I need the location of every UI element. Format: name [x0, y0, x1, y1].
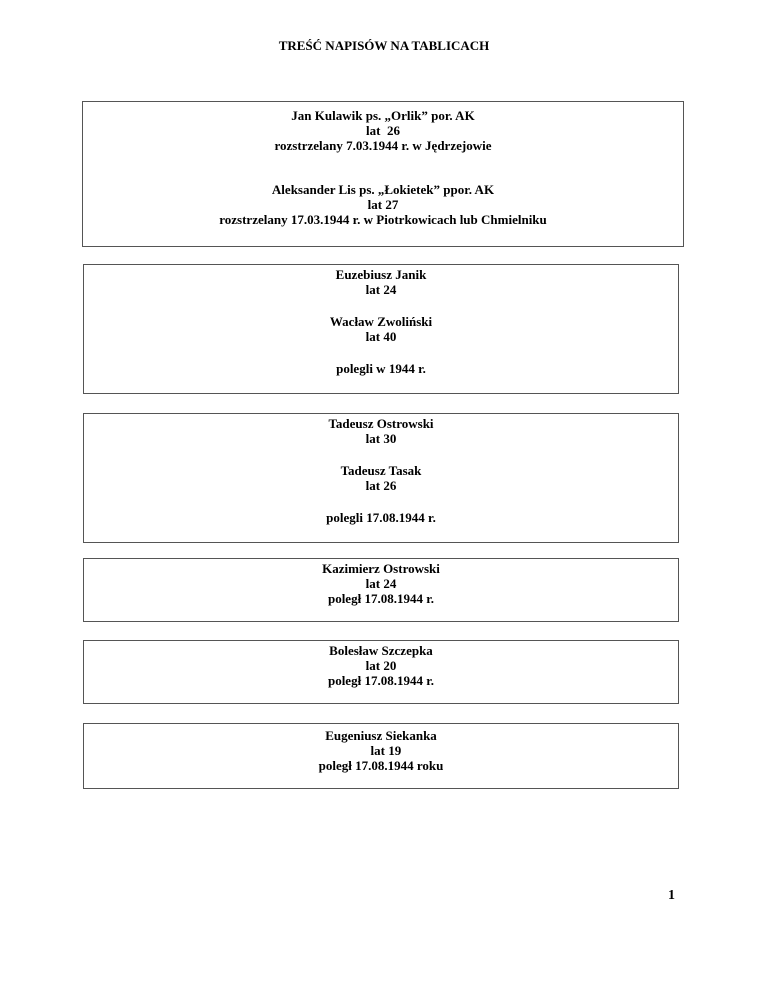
plaque-line: Aleksander Lis ps. „Łokietek” ppor. AK: [271, 182, 495, 197]
plaque-5: [83, 640, 679, 704]
plaque-line: lat 24: [365, 576, 397, 591]
plaque-line: rozstrzelany 17.03.1944 r. w Piotrkowicach lub Chmielniku: [219, 212, 547, 227]
plaque-line: lat 19: [360, 743, 402, 758]
page-title: TREŚĆ NAPISÓW NA TABLICACH: [278, 38, 490, 53]
plaque-line: Euzebiusz Janik: [335, 267, 427, 282]
plaque-line: poległ 17.08.1944 roku: [318, 758, 444, 773]
plaque-line: lat 24: [365, 282, 397, 297]
plaque-line: poległ 17.08.1944 r.: [327, 591, 435, 606]
plaque-line: Kazimierz Ostrowski: [322, 561, 440, 576]
plaque-3: [83, 413, 679, 543]
plaque-line: poległ 17.08.1944 r.: [327, 673, 435, 688]
plaque-line: Eugeniusz Siekanka: [325, 728, 437, 743]
plaque-line: lat 26: [366, 123, 400, 138]
plaque-6: [83, 723, 679, 789]
plaque-line: Bolesław Szczepka: [329, 643, 433, 658]
plaque-line: rozstrzelany 7.03.1944 r. w Jędrzejowie: [274, 138, 492, 153]
plaque-line: lat 30: [365, 431, 397, 446]
plaque-2: [83, 264, 679, 394]
plaque-line: Tadeusz Ostrowski: [328, 416, 434, 431]
plaque-4: [83, 558, 679, 622]
plaque-line: lat 26: [365, 478, 397, 493]
plaque-line: lat 40: [365, 329, 397, 344]
plaque-line: polegli w 1944 r.: [336, 361, 426, 376]
plaque-line: Tadeusz Tasak: [340, 463, 422, 478]
plaque-line: lat 20: [365, 658, 397, 673]
plaque-1: [82, 101, 684, 247]
plaque-line: Jan Kulawik ps. „Orlik” por. AK: [291, 108, 475, 123]
page-number: 1: [668, 888, 675, 903]
plaque-line: lat 27: [367, 197, 399, 212]
plaque-line: polegli 17.08.1944 r.: [326, 510, 436, 525]
plaque-line: Wacław Zwoliński: [329, 314, 433, 329]
